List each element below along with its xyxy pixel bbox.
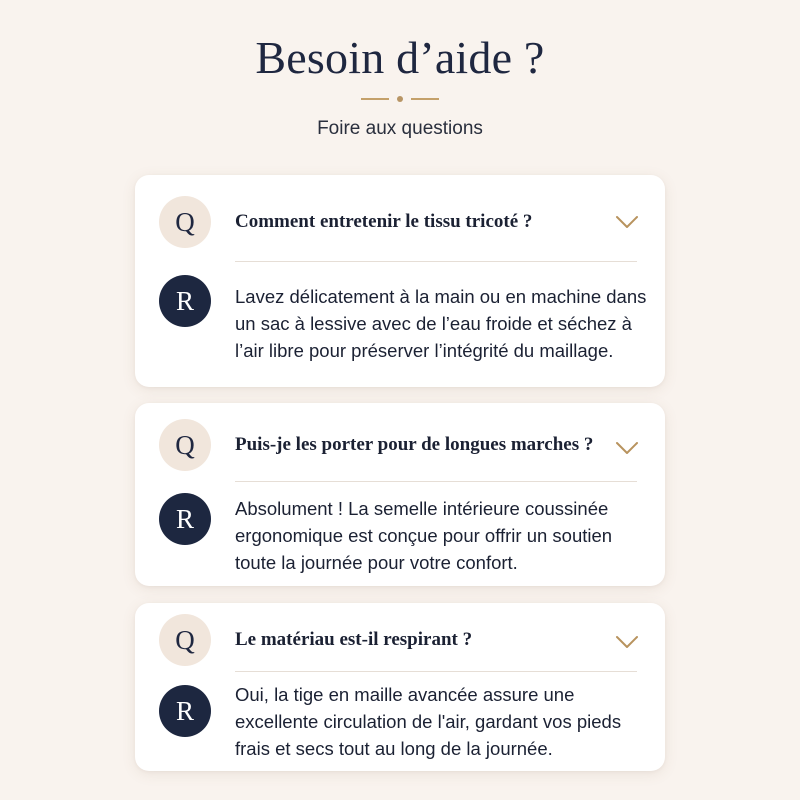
faq-question-text: Puis-je les porter pour de longues marches ? bbox=[235, 434, 594, 455]
answer-badge: R bbox=[159, 275, 211, 327]
faq-answer-text: Absolument ! La semelle intérieure coussinée ergonomique est conçue pour offrir un soutien toute la journée pour votre confort. bbox=[235, 498, 613, 573]
faq-question-toggle[interactable] bbox=[135, 403, 665, 481]
question-badge: Q bbox=[159, 614, 211, 666]
page-subtitle: Foire aux questions bbox=[317, 118, 483, 139]
chevron-down-icon[interactable] bbox=[615, 441, 639, 455]
divider-line-right bbox=[411, 98, 439, 100]
faq-answer-text: Oui, la tige en maille avancée assure une excellente circulation de l'air, gardant vos pieds frais et secs tout au long de la journée. bbox=[235, 684, 622, 759]
faq-question-text: Comment entretenir le tissu tricoté ? bbox=[235, 211, 533, 232]
faq-card bbox=[135, 403, 665, 586]
faq-answer-text: Lavez délicatement à la main ou en machine dans un sac à lessive avec de l’eau froide et séchez à l’air libre pour préserver l’intégrité du maillage. bbox=[235, 286, 647, 361]
card-divider bbox=[235, 261, 637, 262]
question-badge: Q bbox=[159, 419, 211, 471]
answer-badge: R bbox=[159, 685, 211, 737]
answer-badge: R bbox=[159, 493, 211, 545]
chevron-down-icon[interactable] bbox=[615, 635, 639, 649]
page-title: Besoin d’aide ? bbox=[255, 32, 545, 83]
faq-question-text: Le matériau est-il respirant ? bbox=[235, 629, 473, 650]
divider-dot bbox=[397, 96, 403, 102]
card-divider bbox=[235, 671, 637, 672]
faq-card bbox=[135, 175, 665, 387]
card-divider bbox=[235, 481, 637, 482]
faq-card bbox=[135, 603, 665, 771]
question-badge: Q bbox=[159, 196, 211, 248]
title-divider-ornament bbox=[361, 96, 439, 102]
faq-question-toggle[interactable] bbox=[135, 603, 665, 671]
chevron-down-icon[interactable] bbox=[615, 215, 639, 229]
divider-line-left bbox=[361, 98, 389, 100]
faq-question-toggle[interactable] bbox=[135, 175, 665, 261]
